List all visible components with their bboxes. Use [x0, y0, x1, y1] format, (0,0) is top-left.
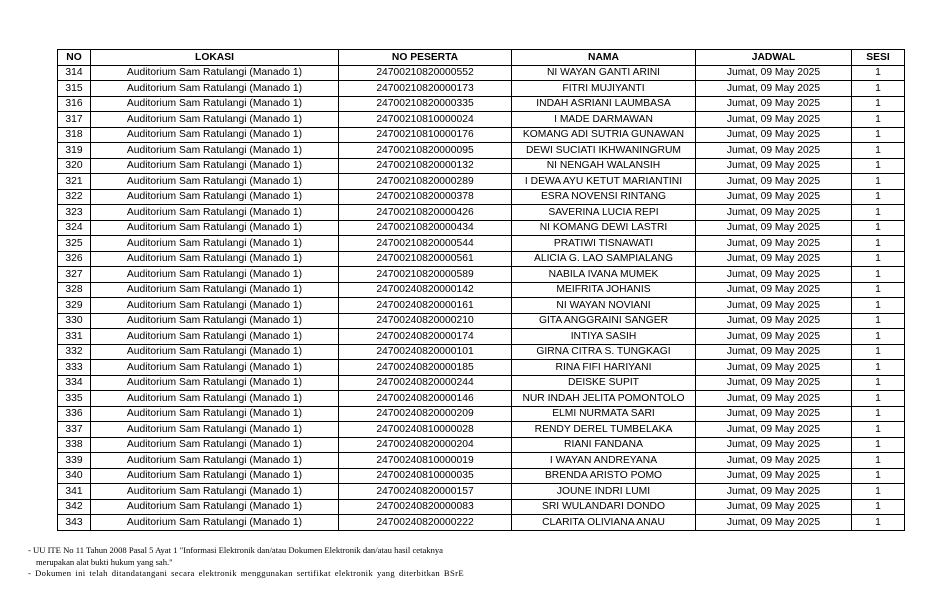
cell-no: 321: [58, 174, 91, 190]
table-header-row: [58, 50, 905, 66]
cell-no: 324: [58, 220, 91, 236]
cell-sesi: 1: [852, 515, 905, 531]
cell-no-peserta: 24700210820000561: [339, 251, 512, 267]
cell-sesi: 1: [852, 143, 905, 159]
cell-nama: I WAYAN ANDREYANA: [512, 453, 696, 469]
cell-no-peserta: 24700210820000552: [339, 65, 512, 81]
cell-sesi: 1: [852, 112, 905, 128]
cell-nama: JOUNE INDRI LUMI: [512, 484, 696, 500]
table-row: [58, 422, 905, 438]
cell-no-peserta: 24700240820000244: [339, 375, 512, 391]
cell-jadwal: Jumat, 09 May 2025: [696, 205, 852, 221]
cell-nama: ELMI NURMATA SARI: [512, 406, 696, 422]
cell-no-peserta: 24700240820000157: [339, 484, 512, 500]
cell-no: 327: [58, 267, 91, 283]
cell-no: 334: [58, 375, 91, 391]
cell-no: 331: [58, 329, 91, 345]
cell-no-peserta: 24700210820000589: [339, 267, 512, 283]
cell-sesi: 1: [852, 267, 905, 283]
cell-nama: SRI WULANDARI DONDO: [512, 499, 696, 515]
cell-no: 338: [58, 437, 91, 453]
cell-nama: RIANI FANDANA: [512, 437, 696, 453]
cell-nama: KOMANG ADI SUTRIA GUNAWAN: [512, 127, 696, 143]
cell-no: 325: [58, 236, 91, 252]
cell-sesi: 1: [852, 344, 905, 360]
cell-jadwal: Jumat, 09 May 2025: [696, 391, 852, 407]
cell-no: 337: [58, 422, 91, 438]
cell-lokasi: Auditorium Sam Ratulangi (Manado 1): [91, 375, 339, 391]
cell-no: 342: [58, 499, 91, 515]
cell-no: 315: [58, 81, 91, 97]
table-row: [58, 344, 905, 360]
cell-nama: I MADE DARMAWAN: [512, 112, 696, 128]
cell-sesi: 1: [852, 251, 905, 267]
table-row: [58, 96, 905, 112]
cell-no: 318: [58, 127, 91, 143]
cell-no-peserta: 24700240820000185: [339, 360, 512, 376]
cell-lokasi: Auditorium Sam Ratulangi (Manado 1): [91, 189, 339, 205]
cell-sesi: 1: [852, 313, 905, 329]
table-row: [58, 375, 905, 391]
cell-lokasi: Auditorium Sam Ratulangi (Manado 1): [91, 344, 339, 360]
cell-jadwal: Jumat, 09 May 2025: [696, 267, 852, 283]
cell-sesi: 1: [852, 484, 905, 500]
cell-no-peserta: 24700240810000035: [339, 468, 512, 484]
cell-jadwal: Jumat, 09 May 2025: [696, 468, 852, 484]
cell-sesi: 1: [852, 158, 905, 174]
cell-no-peserta: 24700210820000434: [339, 220, 512, 236]
cell-no-peserta: 24700240820000146: [339, 391, 512, 407]
header-jadwal: JADWAL: [696, 50, 852, 66]
cell-lokasi: Auditorium Sam Ratulangi (Manado 1): [91, 236, 339, 252]
cell-no: 316: [58, 96, 91, 112]
cell-nama: NABILA IVANA MUMEK: [512, 267, 696, 283]
table-row: [58, 143, 905, 159]
cell-no: 322: [58, 189, 91, 205]
cell-no-peserta: 24700210820000173: [339, 81, 512, 97]
cell-sesi: 1: [852, 375, 905, 391]
cell-no-peserta: 24700240820000204: [339, 437, 512, 453]
cell-no: 339: [58, 453, 91, 469]
cell-lokasi: Auditorium Sam Ratulangi (Manado 1): [91, 174, 339, 190]
cell-jadwal: Jumat, 09 May 2025: [696, 127, 852, 143]
cell-lokasi: Auditorium Sam Ratulangi (Manado 1): [91, 220, 339, 236]
cell-lokasi: Auditorium Sam Ratulangi (Manado 1): [91, 499, 339, 515]
cell-no: 335: [58, 391, 91, 407]
cell-no: 319: [58, 143, 91, 159]
cell-no: 340: [58, 468, 91, 484]
table-row: [58, 329, 905, 345]
cell-sesi: 1: [852, 360, 905, 376]
cell-nama: SAVERINA LUCIA REPI: [512, 205, 696, 221]
cell-no: 326: [58, 251, 91, 267]
table-row: [58, 267, 905, 283]
table-row: [58, 81, 905, 97]
cell-no-peserta: 24700240820000209: [339, 406, 512, 422]
table-row: [58, 251, 905, 267]
cell-no-peserta: 24700210820000426: [339, 205, 512, 221]
cell-jadwal: Jumat, 09 May 2025: [696, 220, 852, 236]
cell-lokasi: Auditorium Sam Ratulangi (Manado 1): [91, 422, 339, 438]
cell-nama: INTIYA SASIH: [512, 329, 696, 345]
table-body: [58, 65, 905, 530]
table-row: [58, 65, 905, 81]
cell-no-peserta: 24700210820000378: [339, 189, 512, 205]
cell-nama: RINA FIFI HARIYANI: [512, 360, 696, 376]
cell-jadwal: Jumat, 09 May 2025: [696, 422, 852, 438]
table-row: [58, 406, 905, 422]
cell-jadwal: Jumat, 09 May 2025: [696, 515, 852, 531]
cell-sesi: 1: [852, 65, 905, 81]
cell-lokasi: Auditorium Sam Ratulangi (Manado 1): [91, 81, 339, 97]
cell-nama: ALICIA G. LAO SAMPIALANG: [512, 251, 696, 267]
cell-jadwal: Jumat, 09 May 2025: [696, 96, 852, 112]
cell-jadwal: Jumat, 09 May 2025: [696, 499, 852, 515]
cell-sesi: 1: [852, 391, 905, 407]
cell-no-peserta: 24700240820000222: [339, 515, 512, 531]
header-nama: NAMA: [512, 50, 696, 66]
cell-no-peserta: 24700240820000161: [339, 298, 512, 314]
cell-nama: DEISKE SUPIT: [512, 375, 696, 391]
cell-jadwal: Jumat, 09 May 2025: [696, 329, 852, 345]
cell-sesi: 1: [852, 298, 905, 314]
table-row: [58, 298, 905, 314]
cell-jadwal: Jumat, 09 May 2025: [696, 236, 852, 252]
cell-no: 328: [58, 282, 91, 298]
cell-jadwal: Jumat, 09 May 2025: [696, 112, 852, 128]
cell-lokasi: Auditorium Sam Ratulangi (Manado 1): [91, 65, 339, 81]
table-row: [58, 360, 905, 376]
cell-lokasi: Auditorium Sam Ratulangi (Manado 1): [91, 267, 339, 283]
cell-sesi: 1: [852, 329, 905, 345]
cell-jadwal: Jumat, 09 May 2025: [696, 282, 852, 298]
cell-lokasi: Auditorium Sam Ratulangi (Manado 1): [91, 329, 339, 345]
cell-sesi: 1: [852, 96, 905, 112]
cell-lokasi: Auditorium Sam Ratulangi (Manado 1): [91, 282, 339, 298]
cell-nama: NI WAYAN GANTI ARINI: [512, 65, 696, 81]
cell-nama: MEIFRITA JOHANIS: [512, 282, 696, 298]
cell-jadwal: Jumat, 09 May 2025: [696, 251, 852, 267]
cell-lokasi: Auditorium Sam Ratulangi (Manado 1): [91, 391, 339, 407]
cell-sesi: 1: [852, 127, 905, 143]
cell-no: 323: [58, 205, 91, 221]
cell-lokasi: Auditorium Sam Ratulangi (Manado 1): [91, 143, 339, 159]
cell-lokasi: Auditorium Sam Ratulangi (Manado 1): [91, 112, 339, 128]
cell-lokasi: Auditorium Sam Ratulangi (Manado 1): [91, 437, 339, 453]
table-row: [58, 189, 905, 205]
cell-nama: NI WAYAN NOVIANI: [512, 298, 696, 314]
cell-jadwal: Jumat, 09 May 2025: [696, 143, 852, 159]
cell-lokasi: Auditorium Sam Ratulangi (Manado 1): [91, 298, 339, 314]
table-row: [58, 112, 905, 128]
table-row: [58, 515, 905, 531]
cell-nama: NI KOMANG DEWI LASTRI: [512, 220, 696, 236]
cell-jadwal: Jumat, 09 May 2025: [696, 81, 852, 97]
cell-nama: GITA ANGGRAINI SANGER: [512, 313, 696, 329]
cell-jadwal: Jumat, 09 May 2025: [696, 158, 852, 174]
cell-jadwal: Jumat, 09 May 2025: [696, 453, 852, 469]
header-lokasi: LOKASI: [91, 50, 339, 66]
cell-sesi: 1: [852, 406, 905, 422]
cell-sesi: 1: [852, 468, 905, 484]
cell-no-peserta: 24700240820000174: [339, 329, 512, 345]
table-row: [58, 391, 905, 407]
cell-nama: RENDY DEREL TUMBELAKA: [512, 422, 696, 438]
cell-lokasi: Auditorium Sam Ratulangi (Manado 1): [91, 360, 339, 376]
cell-no-peserta: 24700240820000083: [339, 499, 512, 515]
table-row: [58, 236, 905, 252]
cell-no: 317: [58, 112, 91, 128]
cell-no: 314: [58, 65, 91, 81]
cell-lokasi: Auditorium Sam Ratulangi (Manado 1): [91, 406, 339, 422]
cell-lokasi: Auditorium Sam Ratulangi (Manado 1): [91, 251, 339, 267]
cell-sesi: 1: [852, 236, 905, 252]
cell-no-peserta: 24700240820000101: [339, 344, 512, 360]
table-row: [58, 220, 905, 236]
cell-sesi: 1: [852, 205, 905, 221]
cell-no-peserta: 24700240820000142: [339, 282, 512, 298]
cell-no: 330: [58, 313, 91, 329]
cell-no: 336: [58, 406, 91, 422]
cell-sesi: 1: [852, 81, 905, 97]
table-row: [58, 158, 905, 174]
table-row: [58, 174, 905, 190]
cell-jadwal: Jumat, 09 May 2025: [696, 189, 852, 205]
cell-no-peserta: 24700210820000544: [339, 236, 512, 252]
participant-schedule-sheet: [57, 49, 905, 531]
table-row: [58, 313, 905, 329]
table-row: [58, 282, 905, 298]
cell-lokasi: Auditorium Sam Ratulangi (Manado 1): [91, 96, 339, 112]
cell-no: 320: [58, 158, 91, 174]
cell-lokasi: Auditorium Sam Ratulangi (Manado 1): [91, 158, 339, 174]
cell-no-peserta: 24700210820000095: [339, 143, 512, 159]
cell-no: 333: [58, 360, 91, 376]
cell-no-peserta: 24700240810000019: [339, 453, 512, 469]
cell-jadwal: Jumat, 09 May 2025: [696, 484, 852, 500]
participant-table: [57, 49, 905, 531]
cell-lokasi: Auditorium Sam Ratulangi (Manado 1): [91, 484, 339, 500]
cell-sesi: 1: [852, 422, 905, 438]
cell-lokasi: Auditorium Sam Ratulangi (Manado 1): [91, 205, 339, 221]
cell-no-peserta: 24700210820000132: [339, 158, 512, 174]
cell-nama: CLARITA OLIVIANA ANAU: [512, 515, 696, 531]
cell-no: 341: [58, 484, 91, 500]
cell-jadwal: Jumat, 09 May 2025: [696, 375, 852, 391]
cell-nama: NI NENGAH WALANSIH: [512, 158, 696, 174]
table-row: [58, 205, 905, 221]
table-row: [58, 484, 905, 500]
cell-lokasi: Auditorium Sam Ratulangi (Manado 1): [91, 453, 339, 469]
cell-nama: GIRNA CITRA S. TUNGKAGI: [512, 344, 696, 360]
cell-nama: FITRI MUJIYANTI: [512, 81, 696, 97]
cell-no-peserta: 24700210810000176: [339, 127, 512, 143]
cell-nama: INDAH ASRIANI LAUMBASA: [512, 96, 696, 112]
table-row: [58, 499, 905, 515]
cell-no-peserta: 24700210810000024: [339, 112, 512, 128]
cell-jadwal: Jumat, 09 May 2025: [696, 360, 852, 376]
cell-jadwal: Jumat, 09 May 2025: [696, 298, 852, 314]
cell-no: 332: [58, 344, 91, 360]
cell-nama: I DEWA AYU KETUT MARIANTINI: [512, 174, 696, 190]
footer-notes: [28, 545, 464, 580]
cell-no: 329: [58, 298, 91, 314]
cell-sesi: 1: [852, 437, 905, 453]
cell-nama: DEWI SUCIATI IKHWANINGRUM: [512, 143, 696, 159]
table-row: [58, 453, 905, 469]
table-row: [58, 127, 905, 143]
table-row: [58, 468, 905, 484]
header-no-peserta: NO PESERTA: [339, 50, 512, 66]
cell-no-peserta: 24700240820000210: [339, 313, 512, 329]
cell-jadwal: Jumat, 09 May 2025: [696, 313, 852, 329]
cell-sesi: 1: [852, 282, 905, 298]
cell-sesi: 1: [852, 453, 905, 469]
cell-no-peserta: 24700210820000289: [339, 174, 512, 190]
cell-nama: ESRA NOVENSI RINTANG: [512, 189, 696, 205]
table-row: [58, 437, 905, 453]
header-no: NO: [58, 50, 91, 66]
cell-no: 343: [58, 515, 91, 531]
cell-nama: BRENDA ARISTO POMO: [512, 468, 696, 484]
legal-note-signature: - Dokumen ini telah ditandatangani secara elektronik menggunakan sertifikat elektronik yang diterbitkan BSrE: [28, 568, 464, 578]
cell-jadwal: Jumat, 09 May 2025: [696, 344, 852, 360]
cell-sesi: 1: [852, 220, 905, 236]
header-sesi: SESI: [852, 50, 905, 66]
cell-sesi: 1: [852, 499, 905, 515]
cell-no-peserta: 24700240810000028: [339, 422, 512, 438]
cell-lokasi: Auditorium Sam Ratulangi (Manado 1): [91, 468, 339, 484]
cell-sesi: 1: [852, 174, 905, 190]
legal-note-ite-line1: - UU ITE No 11 Tahun 2008 Pasal 5 Ayat 1 "Informasi Elektronik dan/atau Dokumen Elektronik dan/atau hasil cetaknya: [28, 545, 443, 555]
cell-jadwal: Jumat, 09 May 2025: [696, 174, 852, 190]
cell-lokasi: Auditorium Sam Ratulangi (Manado 1): [91, 515, 339, 531]
cell-jadwal: Jumat, 09 May 2025: [696, 406, 852, 422]
cell-nama: NUR INDAH JELITA POMONTOLO: [512, 391, 696, 407]
cell-nama: PRATIWI TISNAWATI: [512, 236, 696, 252]
cell-sesi: 1: [852, 189, 905, 205]
cell-jadwal: Jumat, 09 May 2025: [696, 65, 852, 81]
cell-jadwal: Jumat, 09 May 2025: [696, 437, 852, 453]
cell-no-peserta: 24700210820000335: [339, 96, 512, 112]
cell-lokasi: Auditorium Sam Ratulangi (Manado 1): [91, 127, 339, 143]
legal-note-ite-line2: merupakan alat bukti hukum yang sah.": [36, 556, 173, 567]
cell-lokasi: Auditorium Sam Ratulangi (Manado 1): [91, 313, 339, 329]
